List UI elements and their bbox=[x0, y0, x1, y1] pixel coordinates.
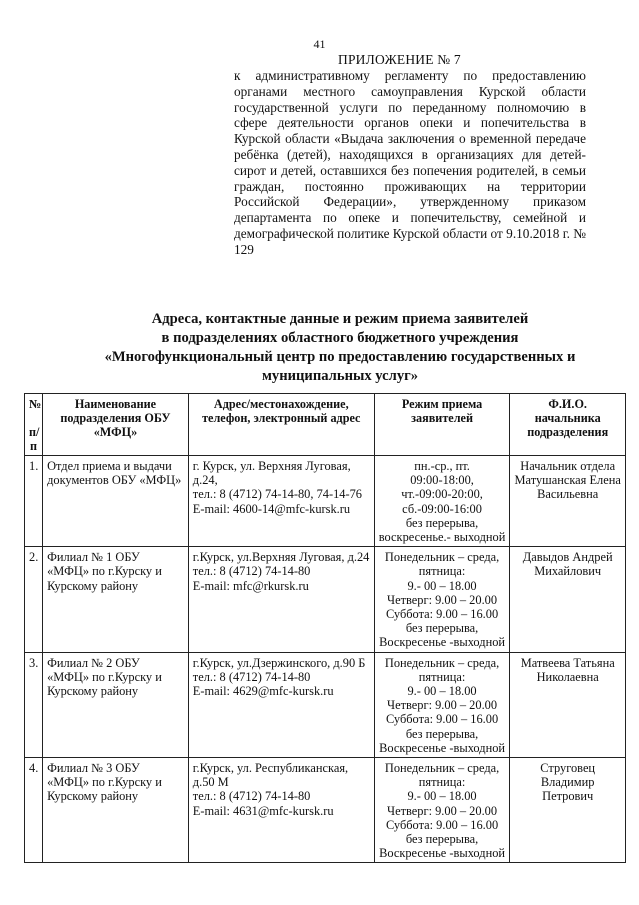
column-header-number-b: п/ bbox=[29, 425, 40, 439]
unit-head: Матвеева Татьяна Николаевна bbox=[510, 652, 626, 757]
unit-address bbox=[188, 652, 374, 757]
heading-line: муниципальных услуг» bbox=[261, 368, 419, 384]
appendix-title: ПРИЛОЖЕНИЕ № 7 bbox=[338, 52, 461, 67]
column-header-address: Адрес/местонахождение, телефон, электронный адрес bbox=[188, 394, 374, 456]
unit-name: Филиал № 3 ОБУ «МФЦ» по г.Курску и Курскому району bbox=[43, 758, 189, 863]
address-line: г.Курск, ул.Дзержинского, д.90 Б bbox=[192, 655, 366, 670]
schedule-line: 9.- 00 – 18.00 bbox=[407, 578, 477, 593]
row-number: 1. bbox=[25, 456, 43, 547]
unit-address bbox=[188, 456, 374, 547]
schedule-line: без перерыва, bbox=[405, 621, 479, 636]
page-number: 41 bbox=[313, 37, 326, 51]
row-number: 3. bbox=[25, 652, 43, 757]
schedule-line: 09:00-18:00, bbox=[410, 473, 474, 488]
heading-line: «Многофункциональный центр по предоставлению государственных и bbox=[104, 349, 576, 365]
unit-head: Струговец Владимир Петрович bbox=[510, 758, 626, 863]
schedule-line: пн.-ср., пт. bbox=[414, 459, 470, 473]
schedule-line: Суббота: 9.00 – 16.00 bbox=[385, 712, 499, 727]
column-header-schedule: Режим приема заявителей bbox=[374, 394, 510, 456]
schedule-line: воскресенье.- выходной bbox=[378, 530, 506, 545]
heading-line: в подразделениях областного бюджетного учреждения bbox=[161, 330, 519, 346]
column-header-number bbox=[25, 394, 43, 456]
schedule-line: без перерыва, bbox=[405, 832, 479, 847]
appendix-text: к административному регламенту по предоставлению органами местного самоуправления Курской области государственной услуги по переданному полномочию в сфере деятельности органов опеки и попечительства в Курской области «Выдача заключения о временной передаче ребёнка (детей), находящихся в организациях для детей-сирот и детей, оставшихся без попечения родителей, в семьи граждан, постоянно проживающих на территории Российской Федерации», утвержденному приказом департамента по опеке и попечительству, семейной и демографической политике Курской области от 9.10.2018 г. № 129 bbox=[234, 68, 586, 257]
schedule-line: Четверг: 9.00 – 20.00 bbox=[387, 592, 498, 607]
document-heading bbox=[60, 310, 620, 386]
address-line: тел.: 8 (4712) 74-14-80 bbox=[192, 564, 311, 579]
address-line: г. Курск, ул. Верхняя Луговая, д.24, bbox=[192, 459, 351, 488]
unit-schedule bbox=[374, 547, 510, 652]
schedule-line: без перерыва, bbox=[405, 726, 479, 741]
schedule-line: Понедельник – среда, пятница: bbox=[384, 761, 500, 790]
schedule-line: 9.- 00 – 18.00 bbox=[407, 789, 477, 804]
schedule-line: Воскресенье -выходной bbox=[379, 740, 506, 755]
row-number: 4. bbox=[25, 758, 43, 863]
unit-schedule bbox=[374, 456, 510, 547]
column-header-number-a: № bbox=[29, 397, 42, 411]
schedule-line: чт.-09:00-20:00, bbox=[401, 487, 483, 502]
schedule-line: сб.-09:00-16:00 bbox=[402, 501, 482, 516]
table-row bbox=[25, 547, 626, 652]
address-line: г.Курск, ул. Республиканская, д.50 М bbox=[192, 761, 349, 790]
schedule-line: Понедельник – среда, пятница: bbox=[384, 550, 500, 579]
heading-line: Адреса, контактные данные и режим приема заявителей bbox=[151, 311, 529, 327]
unit-name: Филиал № 2 ОБУ «МФЦ» по г.Курску и Курскому району bbox=[43, 652, 189, 757]
address-line: г.Курск, ул.Верхняя Луговая, д.24 bbox=[192, 550, 370, 565]
unit-address bbox=[188, 758, 374, 863]
address-line: E-mail: 4631@mfc-kursk.ru bbox=[192, 803, 334, 818]
unit-name: Отдел приема и выдачи документов ОБУ «МФЦ» bbox=[43, 456, 189, 547]
schedule-line: Суббота: 9.00 – 16.00 bbox=[385, 607, 499, 622]
table-header-row bbox=[25, 394, 626, 456]
schedule-line: Понедельник – среда, пятница: bbox=[384, 655, 500, 684]
address-line: тел.: 8 (4712) 74-14-80 bbox=[192, 789, 311, 804]
mfc-table bbox=[24, 393, 626, 863]
unit-name: Филиал № 1 ОБУ «МФЦ» по г.Курску и Курскому району bbox=[43, 547, 189, 652]
address-line: тел.: 8 (4712) 74-14-80, 74-14-76 bbox=[192, 487, 363, 502]
schedule-line: Суббота: 9.00 – 16.00 bbox=[385, 817, 499, 832]
table-row bbox=[25, 652, 626, 757]
unit-schedule bbox=[374, 652, 510, 757]
address-line: E-mail: mfc@rkursk.ru bbox=[192, 578, 309, 593]
address-line: E-mail: 4629@mfc-kursk.ru bbox=[192, 684, 334, 699]
table-body bbox=[25, 456, 626, 863]
schedule-line: Четверг: 9.00 – 20.00 bbox=[387, 803, 498, 818]
address-line: E-mail: 4600-14@mfc-kursk.ru bbox=[192, 501, 351, 516]
schedule-line: без перерыва, bbox=[405, 515, 479, 530]
table-row bbox=[25, 758, 626, 863]
schedule-line: Четверг: 9.00 – 20.00 bbox=[387, 698, 498, 713]
row-number: 2. bbox=[25, 547, 43, 652]
unit-head: Давыдов Андрей Михайлович bbox=[510, 547, 626, 652]
schedule-line: 9.- 00 – 18.00 bbox=[407, 684, 477, 699]
table-row bbox=[25, 456, 626, 547]
schedule-line: Воскресенье -выходной bbox=[379, 635, 506, 650]
unit-schedule bbox=[374, 758, 510, 863]
unit-address bbox=[188, 547, 374, 652]
column-header-head: Ф.И.О. начальника подразделения bbox=[510, 394, 626, 456]
unit-head: Начальник отдела Матушанская Елена Васильевна bbox=[510, 456, 626, 547]
address-line: тел.: 8 (4712) 74-14-80 bbox=[192, 669, 311, 684]
column-header-name: Наименование подразделения ОБУ «МФЦ» bbox=[43, 394, 189, 456]
column-header-number-c: п bbox=[30, 439, 38, 453]
schedule-line: Воскресенье -выходной bbox=[379, 846, 506, 861]
